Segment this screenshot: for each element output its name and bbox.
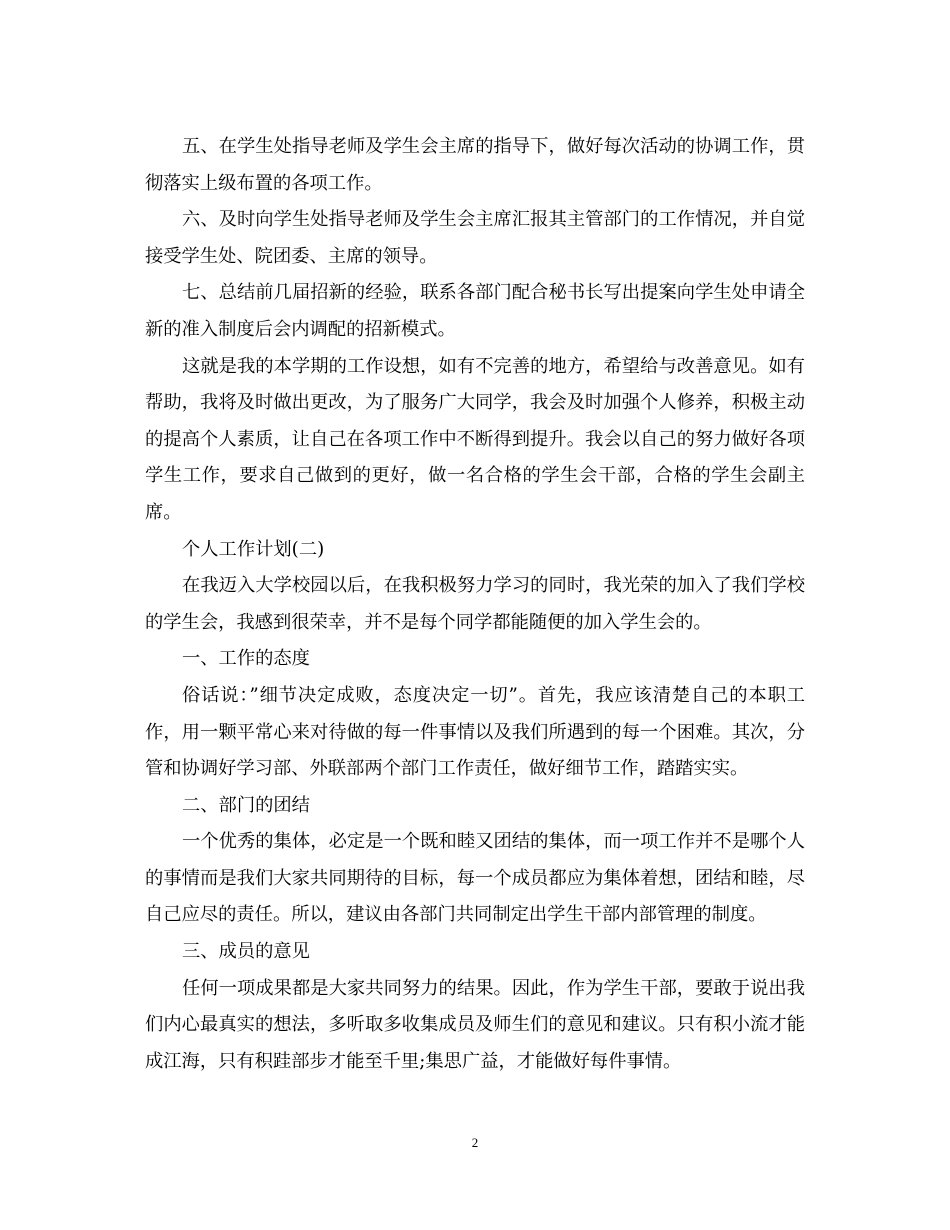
paragraph-duty-seven: 七、总结前几届招新的经验，联系各部门配合秘书长写出提案向学生处申请全新的准入制度后会内调配的招新模式。 [145, 282, 805, 340]
paragraph-member-opinions: 任何一项成果都是大家共同努力的结果。因此，作为学生干部，要敢于说出我们内心最真实的想法，多听取多收集成员及师生们的意见和建议。只有积小流才能成江海，只有积跬部步才能至千里;集思广益，才能做好每件事情。 [145, 977, 805, 1072]
subheading-department-unity: 二、部门的团结 [182, 794, 310, 816]
subheading-member-opinions: 三、成员的意见 [182, 941, 310, 963]
paragraph-intro: 在我迈入大学校园以后，在我积极努力学习的同时，我光荣的加入了我们学校的学生会，我感到很荣幸，并不是每个同学都能随便的加入学生会的。 [145, 575, 805, 633]
paragraph-summary: 这就是我的本学期的工作设想，如有不完善的地方，希望给与改善意见。如有帮助，我将及时做出更改，为了服务广大同学，我会及时加强个人修养，积极主动的提高个人素质，让自己在各项工作中不断得到提升。我会以自己的努力做好各项学生工作，要求自己做到的更好，做一名合格的学生会干部，合格的学生会副主席。 [145, 355, 805, 523]
paragraph-duty-six: 六、及时向学生处指导老师及学生会主席汇报其主管部门的工作情况，并自觉接受学生处、院团委、主席的领导。 [145, 209, 805, 267]
subheading-work-attitude: 一、工作的态度 [182, 648, 310, 670]
paragraph-duty-five: 五、在学生处指导老师及学生会主席的指导下，做好每次活动的协调工作，贯彻落实上级布置的各项工作。 [145, 136, 805, 194]
section-heading-plan-two: 个人工作计划(二) [182, 538, 325, 560]
paragraph-department-unity: 一个优秀的集体，必定是一个既和睦又团结的集体，而一项工作并不是哪个人的事情而是我们大家共同期待的目标，每一个成员都应为集体着想，团结和睦，尽自己应尽的责任。所以，建议由各部门共同制定出学生干部内部管理的制度。 [145, 831, 805, 926]
page-number: 2 [471, 1135, 479, 1150]
paragraph-work-attitude: 俗话说：”细节决定成败，态度决定一切”。首先，我应该清楚自己的本职工作，用一颗平常心来对待做的每一件事情以及我们所遇到的每一个困难。其次，分管和协调好学习部、外联部两个部门工作责任，做好细节工作，踏踏实实。 [145, 684, 805, 780]
body-text [145, 129, 805, 1080]
